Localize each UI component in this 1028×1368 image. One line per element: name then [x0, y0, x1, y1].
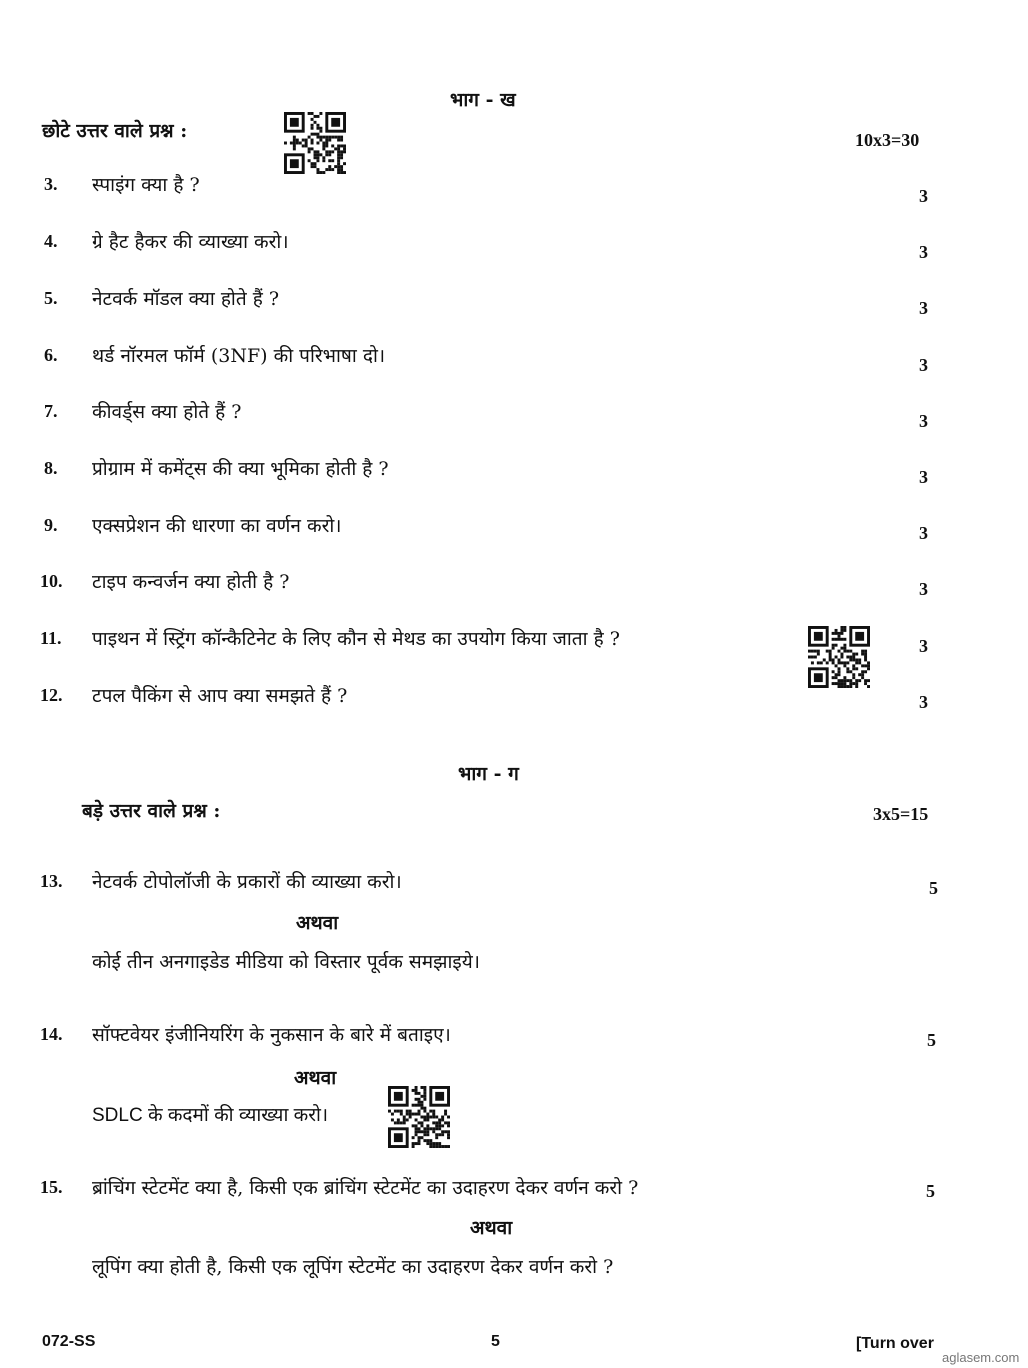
- watermark: aglasem.com: [942, 1350, 1020, 1365]
- question-text: पाइथन में स्ट्रिंग कॉन्कैटिनेट के लिए कौन से मेथड का उपयोग किया जाता है ?: [92, 628, 620, 650]
- question-number: 14.: [40, 1024, 63, 1044]
- or-label: अथवा: [294, 1067, 337, 1089]
- question-marks: 3: [919, 186, 928, 206]
- question-number: 8.: [44, 458, 58, 478]
- question-marks: 3: [919, 411, 928, 431]
- question-number: 15.: [40, 1177, 63, 1197]
- or-label: अथवा: [470, 1217, 513, 1239]
- question-number: 3.: [44, 174, 58, 194]
- section-c-marks: 3x5=15: [873, 804, 929, 824]
- question-text: टाइप कन्वर्जन क्या होती है ?: [92, 571, 290, 593]
- question-marks: 5: [929, 878, 938, 898]
- question-text: सॉफ्टवेयर इंजीनियरिंग के नुकसान के बारे में बताइए।: [92, 1024, 451, 1046]
- section-c-heading: बड़े उत्तर वाले प्रश्न :: [82, 800, 221, 822]
- alternative-question-text: कोई तीन अनगाइडेड मीडिया को विस्तार पूर्वक समझाइये।: [92, 951, 480, 973]
- question-number: 11.: [40, 628, 62, 648]
- or-label: अथवा: [296, 912, 339, 934]
- section-b-heading: छोटे उत्तर वाले प्रश्न :: [42, 120, 188, 142]
- section-b-title: भाग - ख: [450, 89, 516, 111]
- question-text: स्पाइंग क्या है ?: [92, 174, 200, 196]
- question-marks: 3: [919, 242, 928, 262]
- question-marks: 3: [919, 523, 928, 543]
- question-text: थर्ड नॉरमल फॉर्म (3NF) की परिभाषा दो।: [92, 345, 386, 367]
- question-marks: 3: [919, 692, 928, 712]
- question-text: टपल पैकिंग से आप क्या समझते हैं ?: [92, 685, 348, 707]
- question-number: 9.: [44, 515, 58, 535]
- question-text: ग्रे हैट हैकर की व्याख्या करो।: [92, 231, 289, 253]
- turn-over-label: [Turn over: [856, 1335, 934, 1352]
- question-number: 5.: [44, 288, 58, 308]
- question-text: कीवर्ड्स क्या होते हैं ?: [92, 401, 242, 423]
- question-marks: 3: [919, 298, 928, 318]
- question-number: 12.: [40, 685, 63, 705]
- alternative-question-text: लूपिंग क्या होती है, किसी एक लूपिंग स्टेटमेंट का उदाहरण देकर वर्णन करो ?: [92, 1256, 614, 1278]
- question-number: 10.: [40, 571, 63, 591]
- question-text: नेटवर्क टोपोलॉजी के प्रकारों की व्याख्या करो।: [92, 871, 402, 893]
- qr-code-1: [284, 112, 346, 176]
- question-text: एक्सप्रेशन की धारणा का वर्णन करो।: [92, 515, 342, 537]
- question-text: नेटवर्क मॉडल क्या होते हैं ?: [92, 288, 280, 310]
- question-number: 7.: [44, 401, 58, 421]
- question-number: 4.: [44, 231, 58, 251]
- paper-code: 072-SS: [42, 1333, 96, 1350]
- question-marks: 3: [919, 636, 928, 656]
- section-c-title: भाग - ग: [458, 763, 519, 785]
- section-b-marks: 10x3=30: [855, 130, 920, 150]
- question-text: प्रोग्राम में कमेंट्स की क्या भूमिका होती है ?: [92, 458, 389, 480]
- alternative-question-text: SDLC के कदमों की व्याख्या करो।: [92, 1105, 329, 1126]
- page-number: 5: [491, 1333, 500, 1350]
- question-text: ब्रांचिंग स्टेटमेंट क्या है, किसी एक ब्रांचिंग स्टेटमेंट का उदाहरण देकर वर्णन करो ?: [92, 1177, 639, 1199]
- qr-code-2: [808, 626, 870, 688]
- question-marks: 3: [919, 579, 928, 599]
- question-number: 13.: [40, 871, 63, 891]
- question-number: 6.: [44, 345, 58, 365]
- question-marks: 5: [927, 1030, 936, 1050]
- qr-code-3: [388, 1086, 450, 1148]
- question-marks: 3: [919, 355, 928, 375]
- question-marks: 3: [919, 467, 928, 487]
- question-marks: 5: [926, 1181, 935, 1201]
